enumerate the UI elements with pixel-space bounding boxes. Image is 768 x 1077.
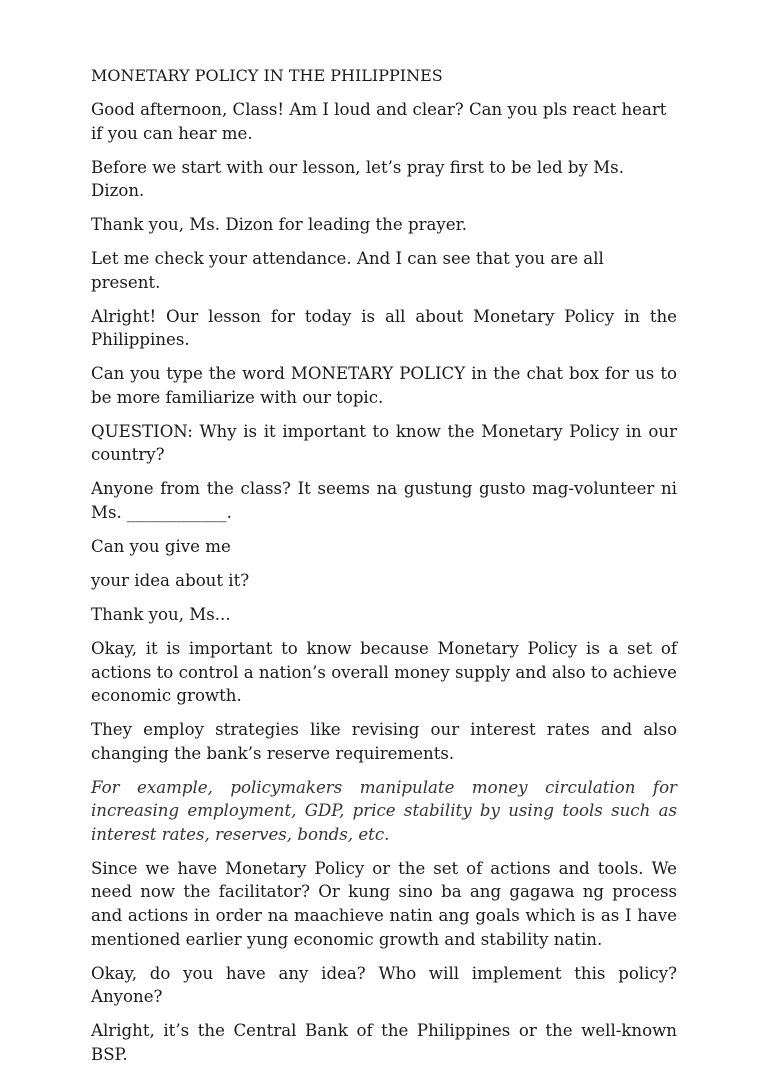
document-title: MONETARY POLICY IN THE PHILIPPINES bbox=[91, 66, 443, 85]
paragraph-give-me: Can you give me bbox=[91, 537, 231, 557]
paragraph-strategies: They employ strategies like revising our interest rates and also changing the bank’s reserve requirements. bbox=[91, 720, 677, 763]
paragraph-your-idea: your idea about it? bbox=[91, 571, 250, 590]
paragraph-lesson-topic: Alright! Our lesson for today is all about Monetary Policy in the Philippines. bbox=[91, 306, 677, 350]
paragraph-central-bank: Alright, it’s the Central Bank of the Philippines or the well-known BSP. bbox=[91, 1021, 677, 1064]
paragraph-thank-you-ms: Thank you, Ms... bbox=[91, 604, 231, 624]
paragraph-greeting: Good afternoon, Class! Am I loud and clear? Can you pls react heart if you can hear me. bbox=[91, 99, 667, 143]
paragraph-facilitator: Since we have Monetary Policy or the set of actions and tools. We need now the facilitator? Or kung sino ba ang gagawa ng process and actions in order na maachieve natin ang goals which is as I have mentioned earlier yung economic growth and stability natin. bbox=[91, 858, 677, 949]
paragraph-question: QUESTION: Why is it important to know the Monetary Policy in our country? bbox=[91, 421, 677, 465]
paragraph-example: For example, policymakers manipulate money circulation for increasing employment, GDP, price stability by using tools such as interest rates, reserves, bonds, etc. bbox=[91, 777, 677, 844]
paragraph-chat-box: Can you type the word MONETARY POLICY in the chat box for us to be more familiarize with our topic. bbox=[91, 364, 677, 407]
paragraph-attendance: Let me check your attendance. And I can see that you are all present. bbox=[91, 249, 604, 292]
paragraph-prayer: Before we start with our lesson, let’s pray first to be led by Ms. Dizon. bbox=[91, 157, 624, 201]
paragraph-thanks-prayer: Thank you, Ms. Dizon for leading the prayer. bbox=[91, 215, 467, 235]
paragraph-volunteer: Anyone from the class? It seems na gustung gusto mag-volunteer ni Ms. ____________. bbox=[91, 479, 677, 523]
document-page bbox=[91, 64, 677, 1077]
paragraph-importance: Okay, it is important to know because Monetary Policy is a set of actions to control a nation’s overall money supply and also to achieve economic growth. bbox=[91, 638, 677, 706]
paragraph-any-idea: Okay, do you have any idea? Who will implement this policy? Anyone? bbox=[91, 963, 677, 1007]
